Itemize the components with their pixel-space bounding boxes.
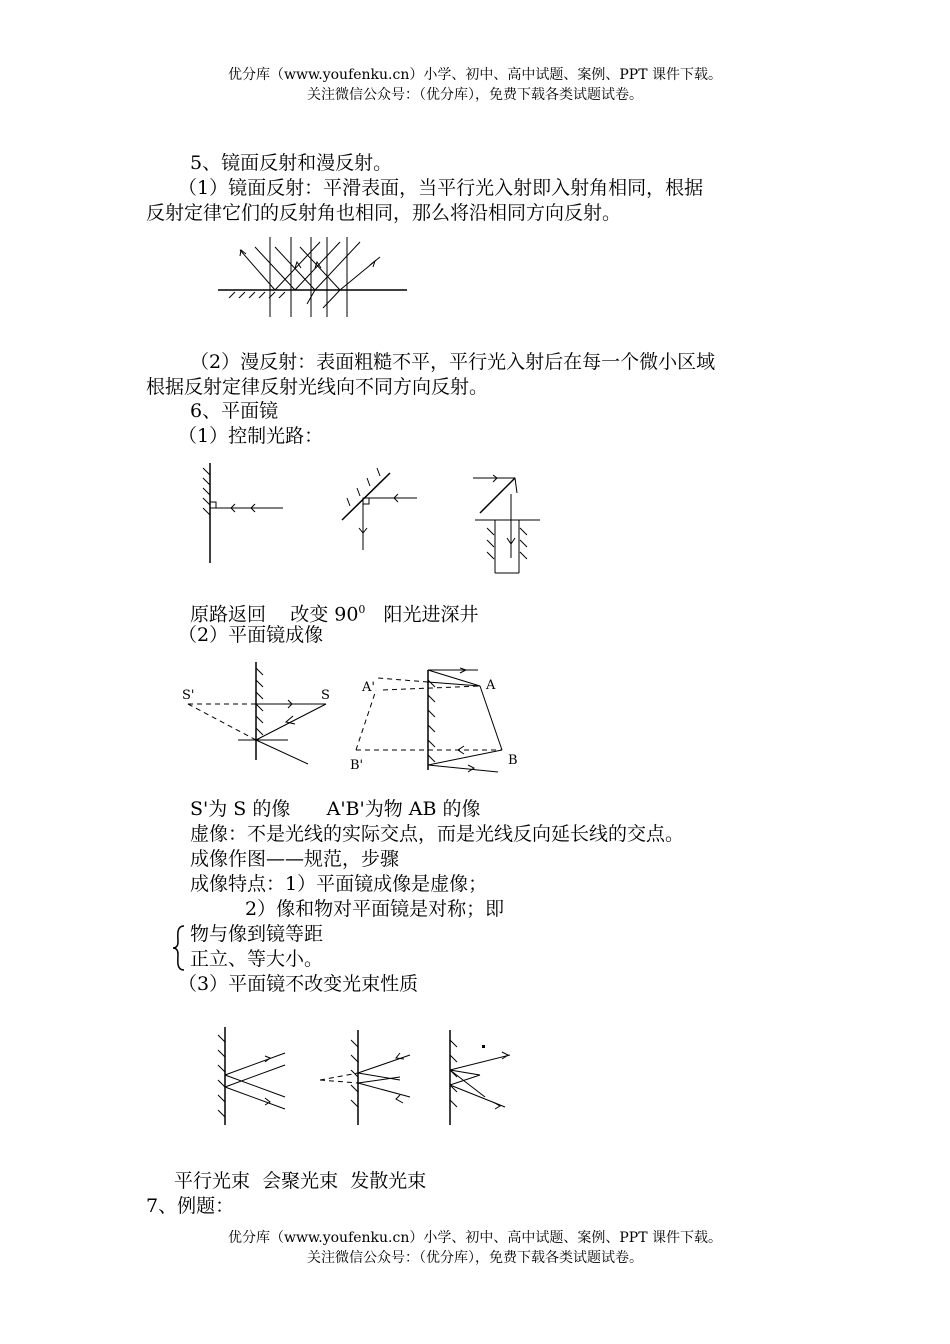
diffuse-reflection-line-2: 根据反射定律反射光线向不同方向反射。 (146, 376, 489, 398)
specular-reflection-line-1: （1）镜面反射：平滑表面，当平行光入射即入射角相同，根据 (178, 177, 704, 199)
specular-reflection-line-2: 反射定律它们的反射角也相同，那么将沿相同方向反射。 (146, 202, 622, 224)
beam-captions (174, 1169, 426, 1193)
label-b-image: B' (350, 758, 364, 773)
label-a-image: A' (362, 680, 375, 695)
imaging-feature-2: 2）像和物对平面镜是对称；即 (245, 898, 505, 920)
label-a: A (486, 678, 496, 693)
virtual-image-definition: 虚像：不是光线的实际交点，而是光线反向延长线的交点。 (190, 823, 685, 845)
brace-item-2: 正立、等大小。 (190, 948, 324, 970)
imaging-drawing-note: 成像作图——规范，步骤 (190, 848, 400, 870)
section-6-sub-3: （3）平面镜不改变光束性质 (178, 973, 419, 995)
section-6-sub-1: （1）控制光路： (178, 425, 324, 447)
brace-item-1: 物与像到镜等距 (190, 923, 324, 945)
label-b: B (508, 753, 518, 768)
light-beams-figure (210, 1025, 520, 1130)
caption-s-image: S'为 S 的像 (190, 798, 291, 820)
caption-change-90: 改变 90 (290, 603, 359, 626)
caption-diverging-beam: 发散光束 (350, 1170, 427, 1192)
light-path-control-figure (195, 458, 555, 583)
label-s: S (321, 688, 330, 703)
section-5-title: 5、镜面反射和漫反射。 (190, 152, 393, 174)
footer-line-2: 关注微信公众号：（优分库），免费下载各类试题试卷。 (307, 1250, 643, 1266)
header-line-2: 关注微信公众号：（优分库），免费下载各类试题试卷。 (307, 87, 643, 103)
specular-reflection-figure (215, 232, 415, 322)
caption-converging-beam: 会聚光束 (262, 1170, 339, 1192)
label-s-image: S' (182, 688, 195, 703)
caption-original-return: 原路返回 (190, 603, 267, 626)
caption-parallel-beam: 平行光束 (174, 1170, 251, 1192)
section-7-title: 7、例题： (146, 1195, 235, 1217)
section-6-sub-2: （2）平面镜成像 (178, 624, 324, 646)
imaging-feature-1: 成像特点：1）平面镜成像是虚像； (190, 873, 488, 895)
header-line-1: 优分库（www.youfenku.cn）小学、初中、高中试题、案例、PPT 课件下载。 (227, 67, 722, 83)
caption-degree: 0 (358, 603, 366, 616)
brace-icon (170, 924, 190, 972)
caption-ab-image: A'B'为物 AB 的像 (326, 798, 481, 820)
section-6-title: 6、平面镜 (190, 400, 279, 422)
footer-line-1: 优分库（www.youfenku.cn）小学、初中、高中试题、案例、PPT 课件下载。 (227, 1230, 722, 1246)
caption-sunlight-well: 阳光进深井 (383, 603, 479, 626)
diffuse-reflection-line-1: （2）漫反射：表面粗糙不平，平行光入射后在每一个微小区域 (190, 351, 716, 373)
imaging-captions (190, 797, 481, 821)
